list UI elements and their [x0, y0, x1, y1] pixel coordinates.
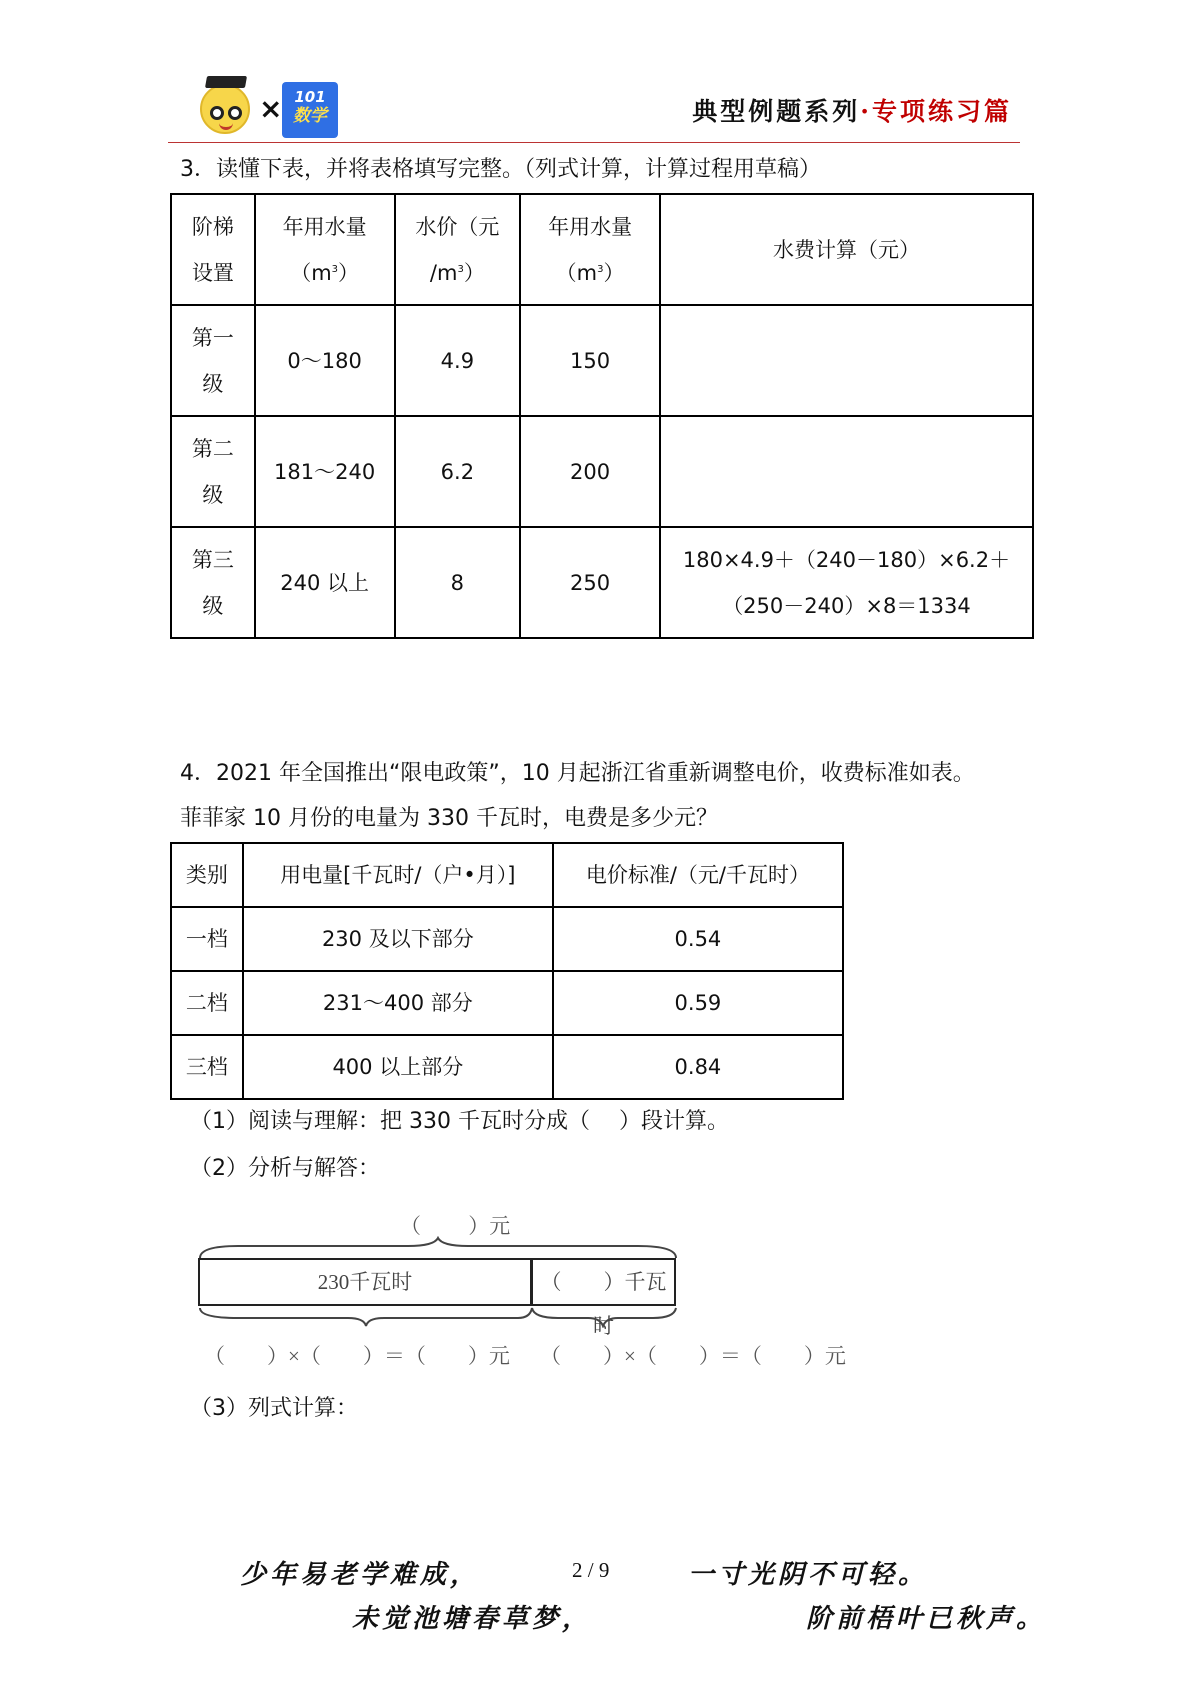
q4-header-price: 电价标准/（元/千瓦时） — [553, 843, 843, 907]
table-row — [171, 971, 843, 1035]
formula-part1[interactable]: （ ）×（ ）＝（ ）元 — [204, 1344, 510, 1368]
segment-230-label: 230千瓦时 — [317, 1270, 413, 1294]
q3-header-usage: 年用水量 $(m^3)$ — [520, 194, 660, 305]
q4-header-row — [171, 843, 843, 907]
range-cell: 0～180 — [255, 305, 395, 416]
table-row — [171, 305, 1033, 416]
logo-101-math — [282, 82, 338, 138]
category-cell: 二档 — [171, 971, 243, 1035]
calc-cell: 180×4.9＋（240－180）×6.2＋ （250－240）×8＝1334 — [660, 527, 1033, 638]
range-cell: 181～240 — [255, 416, 395, 527]
logo-separator: × — [259, 92, 283, 125]
price-cell: 0.84 — [553, 1035, 843, 1099]
segment-230 — [198, 1258, 532, 1306]
q4-header-category: 类别 — [171, 843, 243, 907]
usage-cell: 250 — [520, 527, 660, 638]
q3-header-price: 水价（元 $/m^3$） — [395, 194, 521, 305]
table-row — [171, 1035, 843, 1099]
series-title-sub: ·专项练习篇 — [860, 97, 1012, 126]
usage-cell: 231～400 部分 — [243, 971, 553, 1035]
q4-part3: （3）列式计算： — [190, 1396, 358, 1421]
usage-cell: 230 及以下部分 — [243, 907, 553, 971]
poem-line2-right: 阶前梧叶已秋声。 — [806, 1604, 1047, 1634]
logo-text-101: 101 — [294, 88, 326, 106]
q4-header-usage: 用电量[千瓦时/（户•月）] — [243, 843, 553, 907]
page-number: 2 / 9 — [572, 1558, 610, 1582]
usage-cell: 400 以上部分 — [243, 1035, 553, 1099]
poem-line1-right: 一寸光阴不可轻。 — [688, 1560, 929, 1590]
logo-text-math: 数学 — [293, 106, 327, 126]
usage-cell: 150 — [520, 305, 660, 416]
table-row — [171, 907, 843, 971]
series-title — [692, 92, 1012, 128]
q3-header-row — [171, 194, 1033, 305]
usage-cell: 200 — [520, 416, 660, 527]
q4-part1: （1）阅读与理解：把 330 千瓦时分成（ ）段计算。 — [190, 1109, 729, 1134]
header-divider — [168, 142, 1020, 143]
table-row — [171, 416, 1033, 527]
bottom-brace-icon — [198, 1306, 678, 1328]
poem-line1-left: 少年易老学难成， — [240, 1560, 481, 1590]
price-cell: 8 — [395, 527, 521, 638]
segment-remaining[interactable] — [530, 1258, 676, 1338]
category-cell: 一档 — [171, 907, 243, 971]
q3-header-calc: 水费计算（元） — [660, 194, 1033, 305]
tier-cell: 第三 级 — [171, 527, 255, 638]
q4-part2: （2）分析与解答： — [190, 1156, 380, 1181]
q3-header-tier: 阶梯 设置 — [171, 194, 255, 305]
range-cell: 240 以上 — [255, 527, 395, 638]
segment-remaining-label: （ ）千瓦时 — [540, 1270, 667, 1338]
price-cell: 4.9 — [395, 305, 521, 416]
price-cell: 6.2 — [395, 416, 521, 527]
logo-mascot — [200, 84, 250, 134]
diagram-total-label[interactable]: （ ）元 — [400, 1214, 511, 1238]
poem-line2-left: 未觉池塘春草梦， — [352, 1604, 593, 1634]
tier-cell: 第一 级 — [171, 305, 255, 416]
top-brace-icon — [198, 1236, 678, 1260]
q4-line2: 菲菲家 10 月份的电量为 330 千瓦时，电费是多少元？ — [180, 806, 718, 831]
series-title-main: 典型例题系列 — [692, 97, 861, 126]
table-row — [171, 527, 1033, 638]
q4-table — [170, 842, 844, 1100]
formula-part2[interactable]: （ ）×（ ）＝（ ）元 — [540, 1344, 846, 1368]
q3-table — [170, 193, 1034, 639]
q4-line1: 4．2021 年全国推出“限电政策”，10 月起浙江省重新调整电价，收费标准如表。 — [180, 761, 975, 786]
tier-cell: 第二 级 — [171, 416, 255, 527]
q3-title: 3．读懂下表，并将表格填写完整。（列式计算，计算过程用草稿） — [180, 157, 821, 182]
category-cell: 三档 — [171, 1035, 243, 1099]
price-cell: 0.54 — [553, 907, 843, 971]
calc-answer-cell[interactable] — [660, 416, 1033, 527]
q3-header-range: 年用水量 $(m^3)$ — [255, 194, 395, 305]
calc-answer-cell[interactable] — [660, 305, 1033, 416]
price-cell: 0.59 — [553, 971, 843, 1035]
